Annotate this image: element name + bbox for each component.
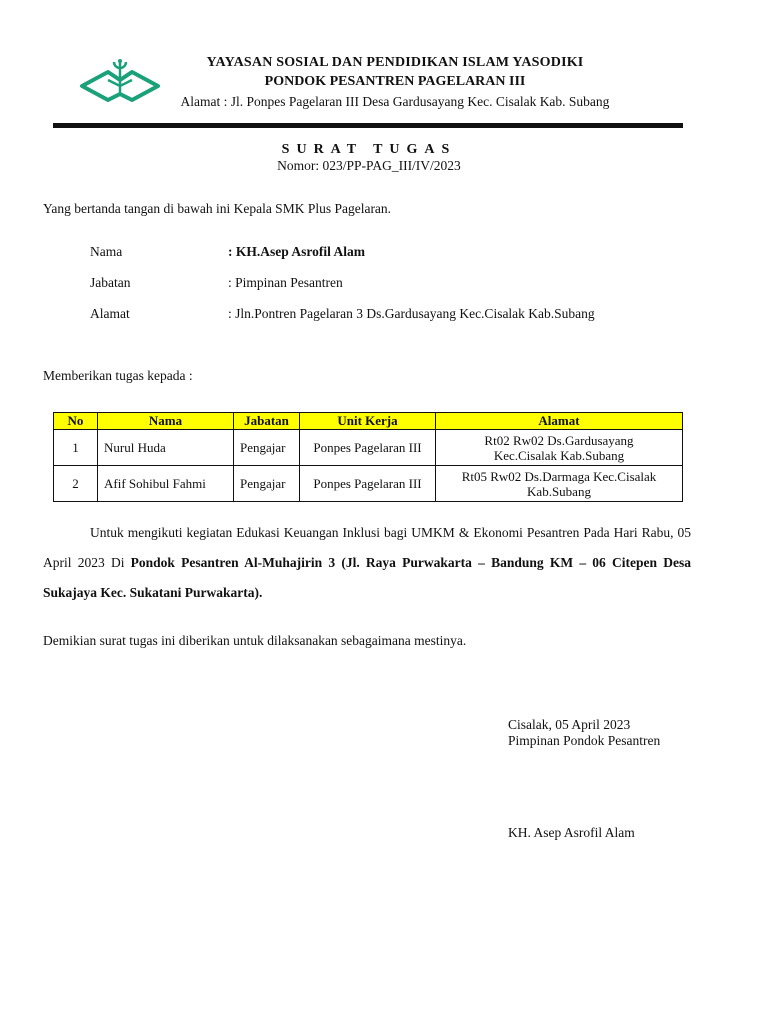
signer-address-label: Alamat <box>90 306 130 321</box>
assign-intro: Memberikan tugas kepada : <box>43 368 193 383</box>
cell-alamat <box>436 430 683 466</box>
assignee-table <box>53 412 683 502</box>
cell-nama: Afif Sohibul Fahmi <box>98 466 234 502</box>
letter-number: Nomor: 023/PP-PAG_III/IV/2023 <box>277 158 461 173</box>
signer-name-value: : KH.Asep Asrofil Alam <box>228 244 366 259</box>
col-header-unit: Unit Kerja <box>300 413 436 430</box>
cell-alamat-line2: Kab.Subang <box>527 483 591 499</box>
col-header-no: No <box>54 413 98 430</box>
cell-unit: Ponpes Pagelaran III <box>300 430 436 466</box>
table-header-row <box>54 413 683 430</box>
letterhead-address: Alamat : Jl. Ponpes Pagelaran III Desa Gardusayang Kec. Cisalak Kab. Subang <box>180 94 610 109</box>
cell-jabatan: Pengajar <box>234 430 300 466</box>
letter-title: SURAT TUGAS <box>281 142 457 157</box>
col-header-alamat: Alamat <box>436 413 683 430</box>
cell-nama: Nurul Huda <box>98 430 234 466</box>
intro-text: Yang bertanda tangan di bawah ini Kepala SMK Plus Pagelaran. <box>43 201 392 216</box>
purpose-paragraph <box>43 518 691 608</box>
cell-unit: Ponpes Pagelaran III <box>300 466 436 502</box>
foundation-name: YAYASAN SOSIAL DAN PENDIDIKAN ISLAM YASODIKI <box>206 55 584 70</box>
cell-no: 1 <box>54 430 98 466</box>
cell-jabatan: Pengajar <box>234 466 300 502</box>
signature-place-date: Cisalak, 05 April 2023 <box>508 717 631 732</box>
signer-address-value: : Jln.Pontren Pagelaran 3 Ds.Gardusayang Kec.Cisalak Kab.Subang <box>228 306 595 321</box>
cell-no: 2 <box>54 466 98 502</box>
school-name: PONDOK PESANTREN PAGELARAN III <box>264 74 526 89</box>
signer-position-value: : Pimpinan Pesantren <box>228 275 343 290</box>
purpose-location: Pondok Pesantren Al-Muhajirin 3 (Jl. Raya Purwakarta – Bandung KM – 06 Citepen Desa Sukajaya Kec. Sukatani Purwakarta). <box>43 555 691 600</box>
yayasan-logo <box>78 56 162 112</box>
closing-text: Demikian surat tugas ini diberikan untuk dilaksanakan sebagaimana mestinya. <box>43 633 467 648</box>
signer-position-label: Jabatan <box>90 275 131 290</box>
cell-alamat-line1: Rt02 Rw02 Ds.Gardusayang <box>484 432 634 448</box>
col-header-jabatan: Jabatan <box>234 413 300 430</box>
cell-alamat-line1: Rt05 Rw02 Ds.Darmaga Kec.Cisalak <box>461 468 657 484</box>
col-header-nama: Nama <box>98 413 234 430</box>
letterhead-divider <box>53 123 683 128</box>
cell-alamat <box>436 466 683 502</box>
signature-position: Pimpinan Pondok Pesantren <box>508 733 661 748</box>
cell-alamat-line2: Kec.Cisalak Kab.Subang <box>493 447 625 463</box>
signer-name-label: Nama <box>90 244 123 259</box>
table-row <box>54 430 683 466</box>
signature-name: KH. Asep Asrofil Alam <box>508 825 635 840</box>
table-row <box>54 466 683 502</box>
purpose-text: Untuk mengikuti kegiatan Edukasi Keuangan Inklusi bagi UMKM & Ekonomi Pesantren Pada Hari Rabu, 05 April 2023 Di <box>43 525 691 570</box>
